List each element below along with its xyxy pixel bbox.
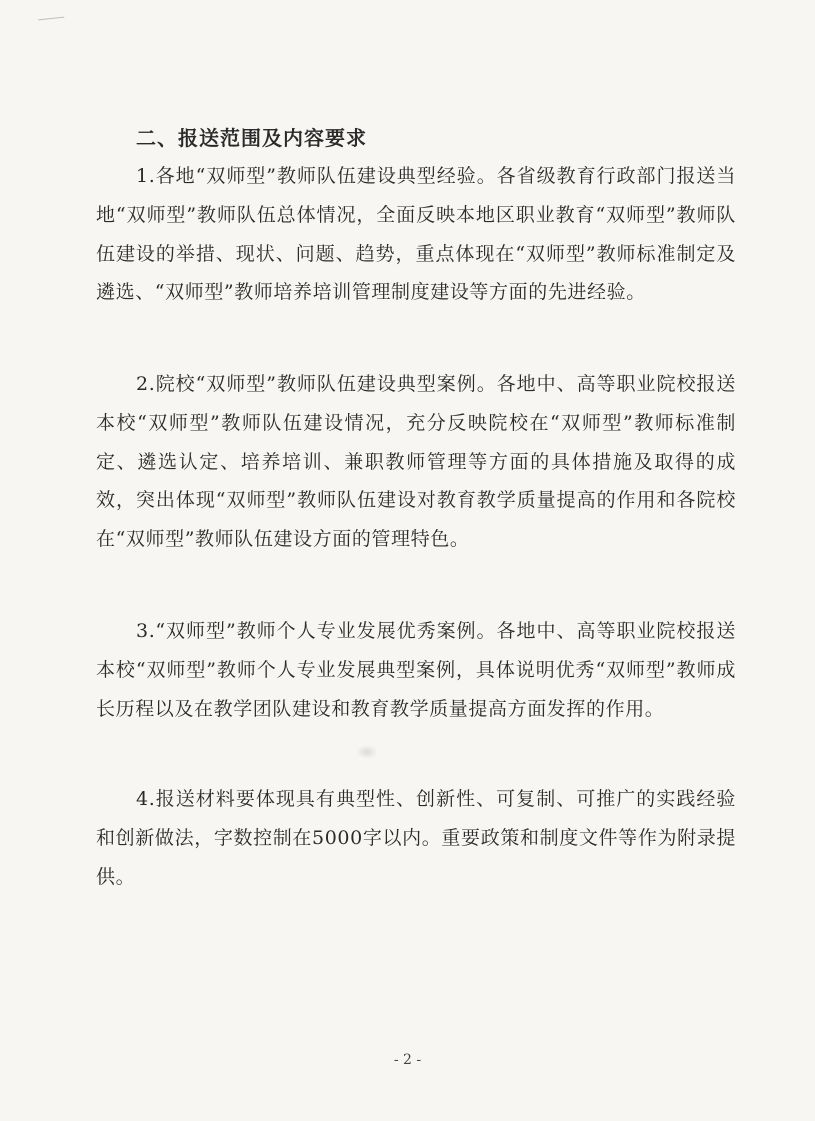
- paragraph-3-text: 3.“双师型”教师个人专业发展优秀案例。各地中、高等职业院校报送本校“双师型”教师个人专业发展典型案例，具体说明优秀“双师型”教师成长历程以及在教学团队建设和教育教学质量提高方面发挥的作用。: [96, 620, 736, 720]
- paragraph-4: [96, 780, 736, 896]
- scan-artifact: [38, 11, 65, 21]
- paragraph-2-text: 2.院校“双师型”教师队伍建设典型案例。各地中、高等职业院校报送本校“双师型”教师队伍建设情况，充分反映院校在“双师型”教师标准制定、遴选认定、培养培训、兼职教师管理等方面的具体措施及取得的成效，突出体现“双师型”教师队伍建设对教育教学质量提高的作用和各院校在“双师型”教师队伍建设方面的管理特色。: [96, 373, 736, 551]
- paragraph-4-text: 4.报送材料要体现具有典型性、创新性、可复制、可推广的实践经验和创新做法，字数控制在5000字以内。重要政策和制度文件等作为附录提供。: [96, 788, 736, 888]
- paragraph-3: [96, 612, 736, 728]
- paragraph-2: [96, 365, 736, 559]
- scan-smudge: [356, 745, 378, 759]
- paragraph-1: [96, 157, 736, 312]
- paragraph-1-text: 1.各地“双师型”教师队伍建设典型经验。各省级教育行政部门报送当地“双师型”教师队伍总体情况，全面反映本地区职业教育“双师型”教师队伍建设的举措、现状、问题、趋势，重点体现在“双师型”教师标准制定及遴选、“双师型”教师培养培训管理制度建设等方面的先进经验。: [96, 165, 736, 304]
- page-number: - 2 -: [393, 1052, 422, 1068]
- section-heading: 二、报送范围及内容要求: [136, 126, 367, 150]
